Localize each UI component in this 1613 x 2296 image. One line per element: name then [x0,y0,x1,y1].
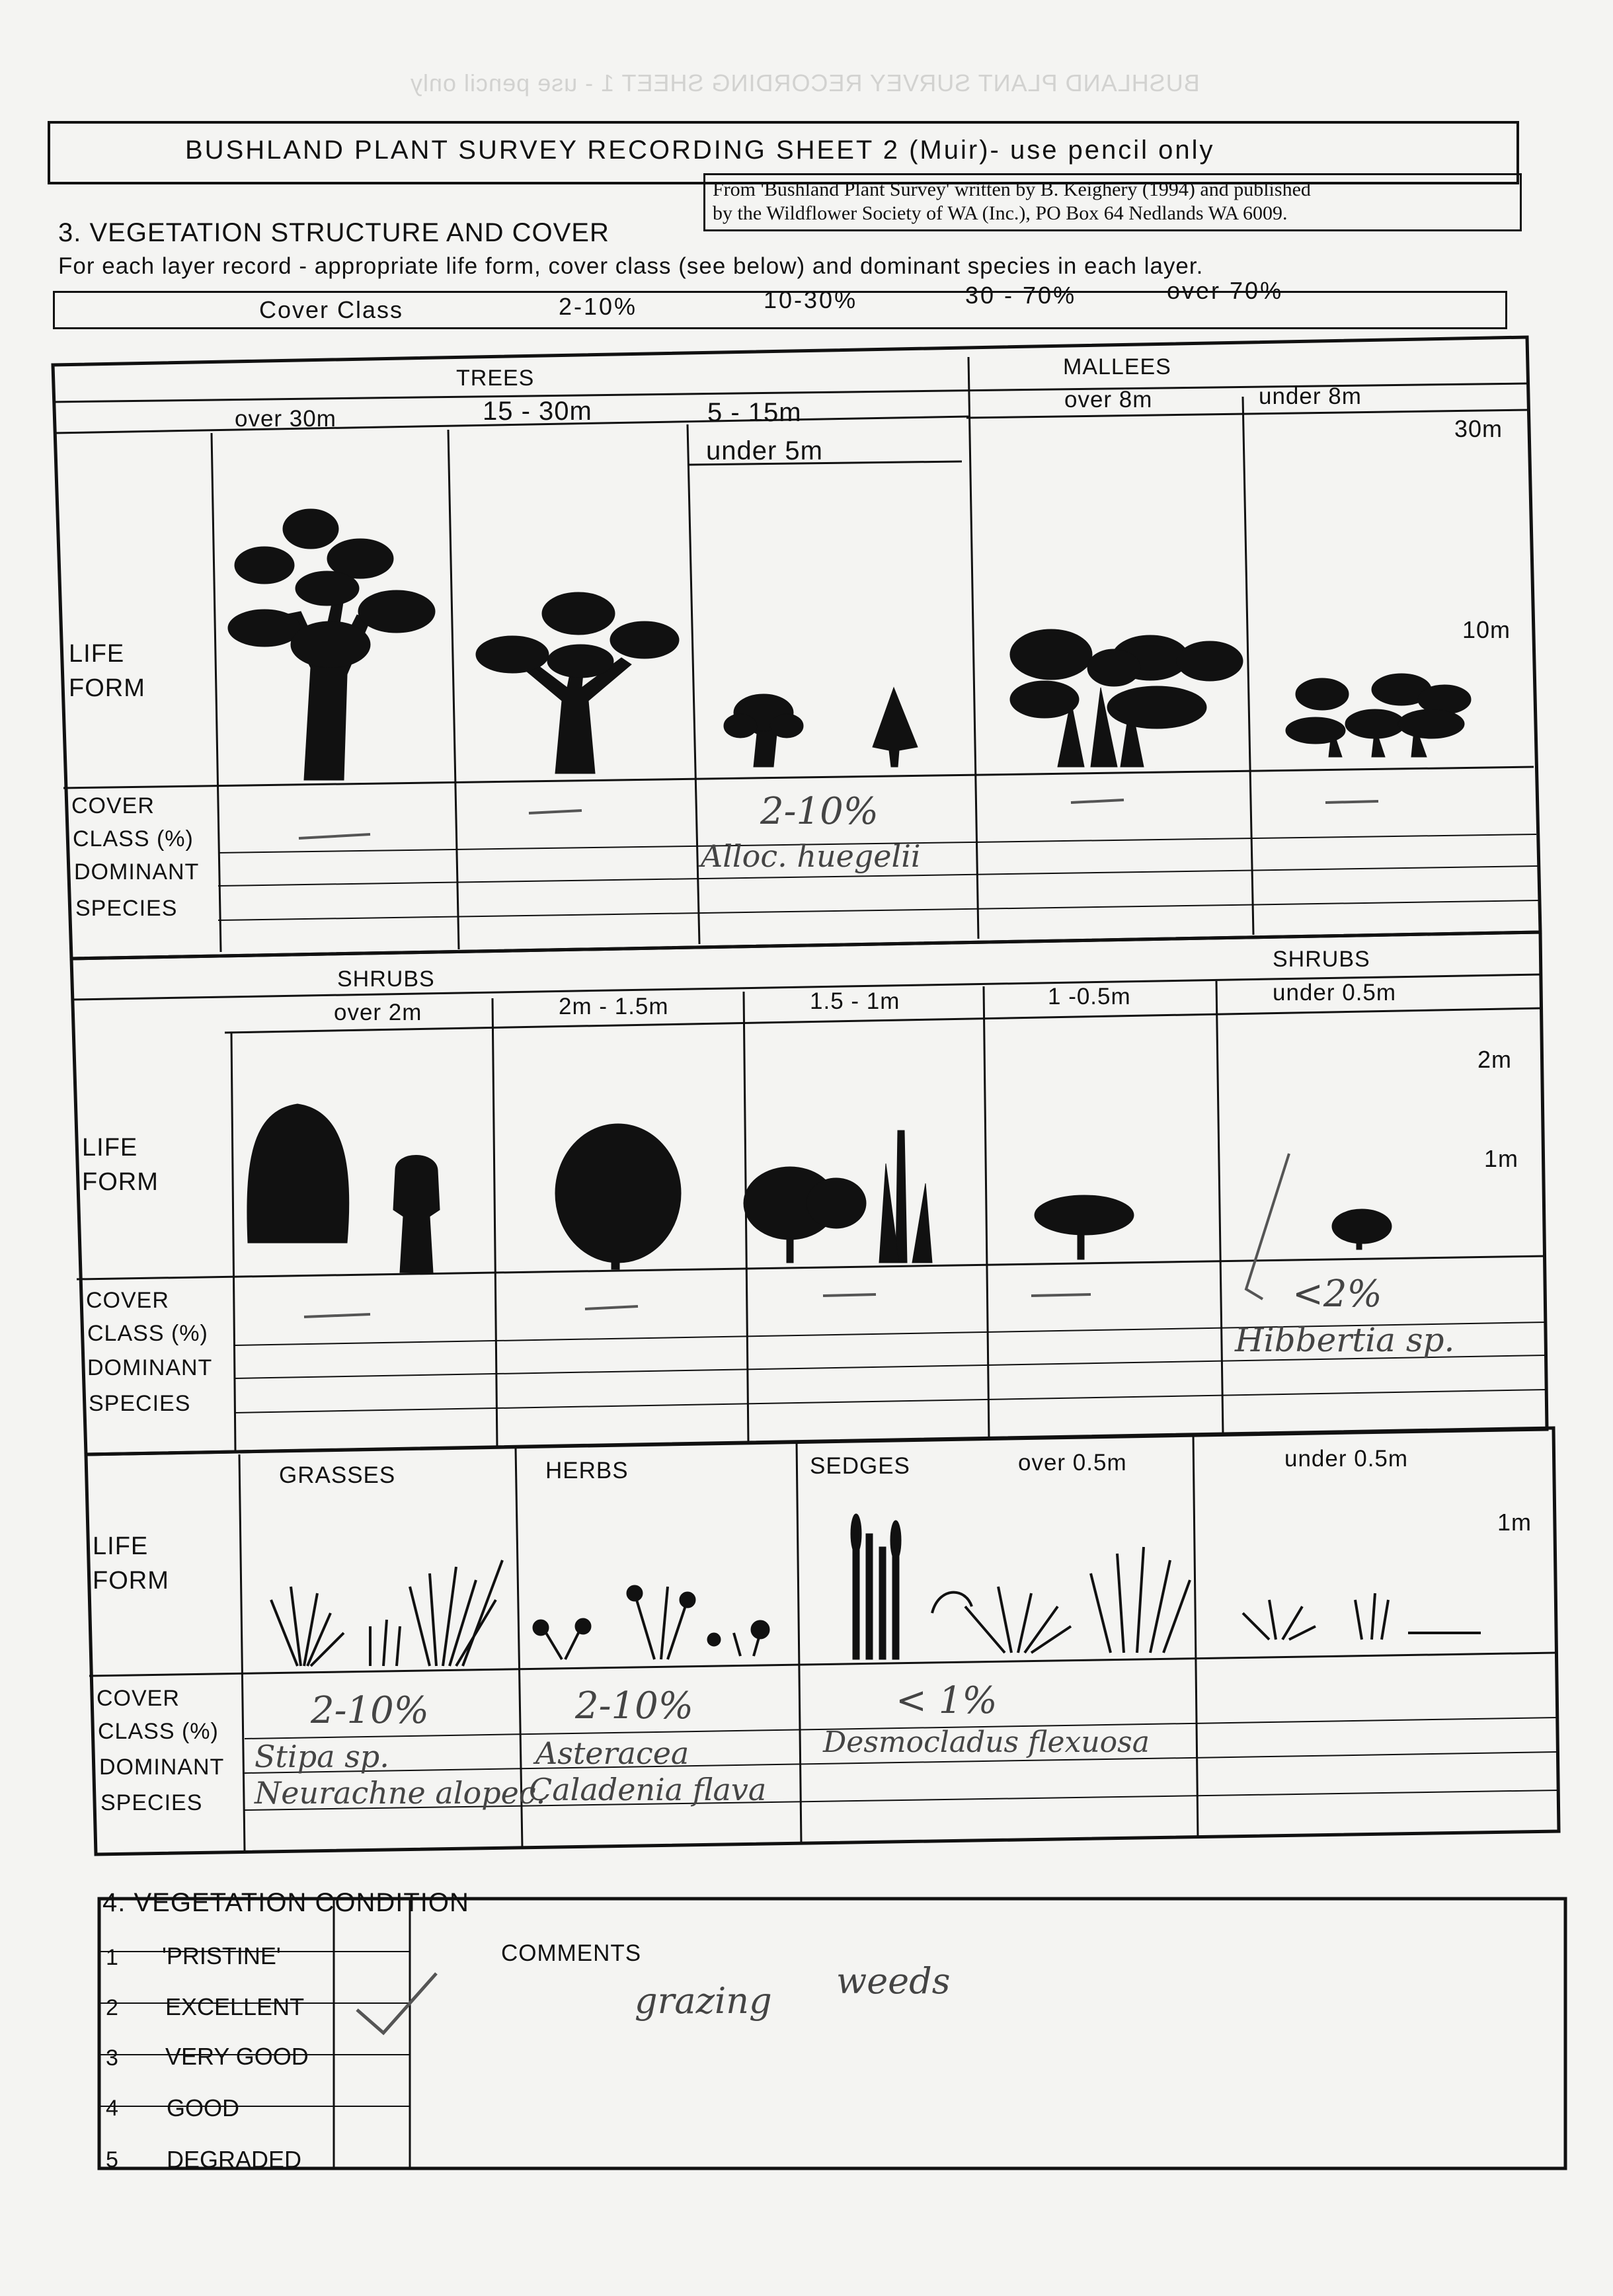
shrubs-species-label-2: SPECIES [89,1391,191,1416]
condition-good: GOOD [167,2094,240,2121]
ground-cover-label-2: CLASS (%) [98,1719,219,1744]
conifer-under-5m-icon [873,688,918,767]
ground-life-form-label-2: FORM [93,1567,169,1595]
col-herbs: HERBS [545,1458,629,1484]
col-grasses: GRASSES [279,1462,396,1488]
shrub-1-0.5m-icon [1035,1195,1134,1259]
height-1m-ground: 1m [1497,1509,1532,1536]
cover-class-4: over 70% [1167,277,1284,304]
trees-heading: TREES [456,366,535,391]
height-30m: 30m [1454,415,1503,442]
grasses-cover-entry: 2-10% [311,1689,430,1732]
comments-label: COMMENTS [501,1940,642,1966]
col-shrubs-1.5-1m: 1.5 - 1m [810,988,900,1014]
shrub-under-0.5m-icon [1332,1209,1392,1249]
shrubs-heading-right: SHRUBS [1273,947,1370,972]
trees-cover-label-2: CLASS (%) [73,826,194,851]
sedges-species-entry: Desmocladus flexuosa [823,1725,1150,1759]
sedge-under-0.5m-icon [1243,1593,1481,1640]
shrubs-cover-entry: <2% [1292,1273,1382,1316]
cover-class-1: 2-10% [559,293,638,320]
trees-cover-entry: 2-10% [760,790,879,833]
ground-life-form-label-1: LIFE [93,1532,149,1560]
col-trees-15-30m: 15 - 30m [483,397,592,426]
col-trees-5-15m: 5 - 15m [707,398,802,427]
tree-15-30m-icon [476,592,679,773]
show-through-text: BUSHLAND PLANT SURVEY RECORDING SHEET 1 - use pencil only [410,69,1200,97]
col-sedges: SEDGES [810,1453,910,1479]
page-title: BUSHLAND PLANT SURVEY RECORDING SHEET 2 (Muir)- use pencil only [185,136,1215,165]
herbs-species-entry-2: Caladenia flava [529,1772,767,1807]
tree-5-15m-icon [724,694,803,767]
section-3-instruction: For each layer record - appropriate life form, cover class (see below) and dominant species in each layer. [58,253,1204,279]
cover-class-2: 10-30% [764,286,858,313]
mallee-over-8m-icon [1010,629,1243,767]
condition-degraded: DEGRADED [167,2146,302,2173]
ground-species-label-2: SPECIES [100,1790,203,1815]
col-sedges-under-0.5m: under 0.5m [1284,1446,1409,1472]
comments-entry-grazing: grazing [635,1980,772,2022]
sedge-reed-icon [851,1514,901,1659]
height-2m: 2m [1477,1046,1513,1073]
tall-tree-icon [228,509,435,780]
col-trees-over-30m: over 30m [235,406,336,432]
source-line-1: From 'Bushland Plant Survey' written by B. Keighery (1994) and published [713,178,1311,200]
col-shrubs-2m-1.5m: 2m - 1.5m [559,994,669,1019]
trees-life-form-label-2: FORM [69,674,145,702]
shrubs-cover-label-2: CLASS (%) [87,1321,208,1346]
mallee-under-8m-icon [1286,674,1471,757]
condition-box [99,1899,1565,2168]
shrubs-life-form-label-2: FORM [82,1168,159,1196]
ground-cover-label-1: COVER [97,1686,180,1711]
condition-num-4: 4 [106,2096,119,2121]
col-sedges-over-0.5m: over 0.5m [1018,1450,1127,1476]
shrub-2m-1.5m-icon [555,1124,681,1269]
shrub-1.5-1m-icon [744,1130,932,1263]
sedges-cover-entry: < 1% [896,1679,998,1722]
section-4-title: 4. VEGETATION CONDITION [102,1888,469,1917]
shrubs-heading-left: SHRUBS [337,967,435,992]
grasses-species-entry-2: Neurachne alopec. [255,1775,546,1811]
condition-pristine: 'PRISTINE' [162,1942,281,1969]
shrubs-species-label-1: DOMINANT [87,1355,213,1380]
grasses-species-entry-1: Stipa sp. [255,1739,389,1774]
herbs-cover-entry: 2-10% [575,1684,694,1727]
col-trees-under-5m: under 5m [706,436,823,465]
condition-num-5: 5 [106,2147,119,2172]
col-shrubs-under-0.5m: under 0.5m [1273,980,1397,1006]
col-mallees-under-8m: under 8m [1259,383,1362,409]
comments-entry-weeds: weeds [836,1960,951,2002]
height-10m: 10m [1462,616,1511,643]
sedge-over-0.5m-icon [932,1547,1190,1653]
shrubs-species-entry: Hibbertia sp. [1235,1321,1455,1359]
height-1m-shrubs: 1m [1484,1145,1519,1172]
grass-icon [271,1560,502,1666]
col-mallees-over-8m: over 8m [1064,387,1153,413]
trees-cover-label-1: COVER [71,793,155,818]
cover-class-3: 30 - 70% [965,282,1077,309]
mallees-heading: MALLEES [1063,354,1171,379]
herb-icon [542,1587,760,1659]
section-3-title: 3. VEGETATION STRUCTURE AND COVER [58,218,610,247]
ground-species-label-1: DOMINANT [99,1755,225,1780]
cover-class-label: Cover Class [259,296,404,323]
col-shrubs-over-2m: over 2m [334,1000,422,1025]
herbs-species-entry-1: Asteracea [535,1735,689,1771]
trees-species-label-1: DOMINANT [74,859,200,885]
shrubs-cover-label-1: COVER [86,1288,169,1313]
condition-num-1: 1 [106,1945,119,1970]
trees-species-entry: Alloc. huegelii [701,838,921,874]
condition-num-2: 2 [106,1995,119,2020]
condition-excellent: EXCELLENT [165,1993,305,2020]
source-line-2: by the Wildflower Society of WA (Inc.), PO Box 64 Nedlands WA 6009. [713,202,1288,224]
shrubs-life-form-label-1: LIFE [82,1134,138,1162]
trees-species-label-2: SPECIES [75,896,178,921]
condition-num-3: 3 [106,2045,119,2071]
col-shrubs-1-0.5m: 1 -0.5m [1048,984,1131,1009]
condition-very-good: VERY GOOD [165,2043,309,2070]
tall-shrub-icon [247,1104,440,1273]
trees-life-form-label-1: LIFE [69,640,125,668]
